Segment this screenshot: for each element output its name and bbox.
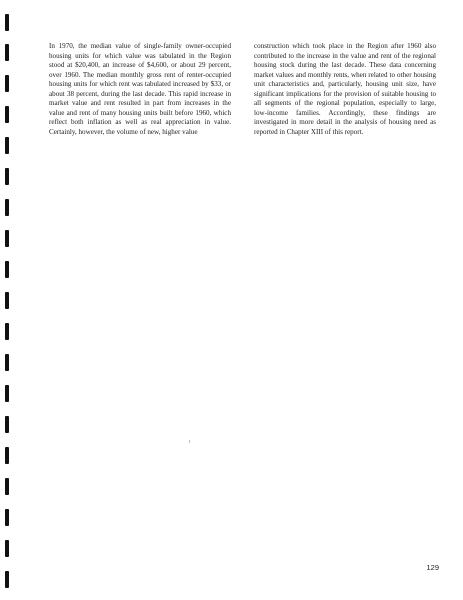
body-text-right-column: construction which took place in the Region after 1960 also contributed to the increase in the value and rent of the regional housing stock during the last decade. These data concerning market values and monthly rents, when related to other housing unit characteristics and, particularly, housing unit size, have significant implications for the provision of suitable housing to all segments of the regional population, especially to large, low-income families. Accordingly, these findings are investigated in more detail in the analysis of housing need as reported in Chapter XIII of this report. — [254, 42, 436, 136]
binding-hole — [5, 14, 9, 31]
binding-hole — [5, 44, 9, 61]
binding-hole — [5, 540, 9, 557]
binding-hole — [5, 354, 9, 371]
body-text-left-column: In 1970, the median value of single-family owner-occupied housing units for which value was tabulated in the Region stood at $20,400, an increase of $4,600, or about 29 percent, over 1960. The median monthly gross rent of renter-occupied housing units for which rent was tabulated increased by $33, or about 38 percent, during the last decade. This rapid increase in market value and rent resulted in part from increases in the value and rent of many housing units built before 1960, which reflect both inflation as well as real appreciation in value. Certainly, however, the volume of new, higher value — [49, 42, 231, 136]
binding-hole — [5, 168, 9, 185]
binding-hole — [5, 199, 9, 216]
binding-hole — [5, 137, 9, 154]
binding-hole — [5, 261, 9, 278]
binding-hole — [5, 416, 9, 433]
binding-hole — [5, 230, 9, 247]
binding-hole — [5, 292, 9, 309]
binding-holes — [0, 0, 14, 600]
binding-hole — [5, 323, 9, 340]
page-number: 129 — [426, 563, 439, 572]
binding-hole — [5, 75, 9, 92]
binding-hole — [5, 509, 9, 526]
binding-hole — [5, 571, 9, 588]
binding-hole — [5, 106, 9, 123]
binding-hole — [5, 385, 9, 402]
scan-speck — [189, 440, 190, 443]
binding-hole — [5, 478, 9, 495]
binding-hole — [5, 447, 9, 464]
